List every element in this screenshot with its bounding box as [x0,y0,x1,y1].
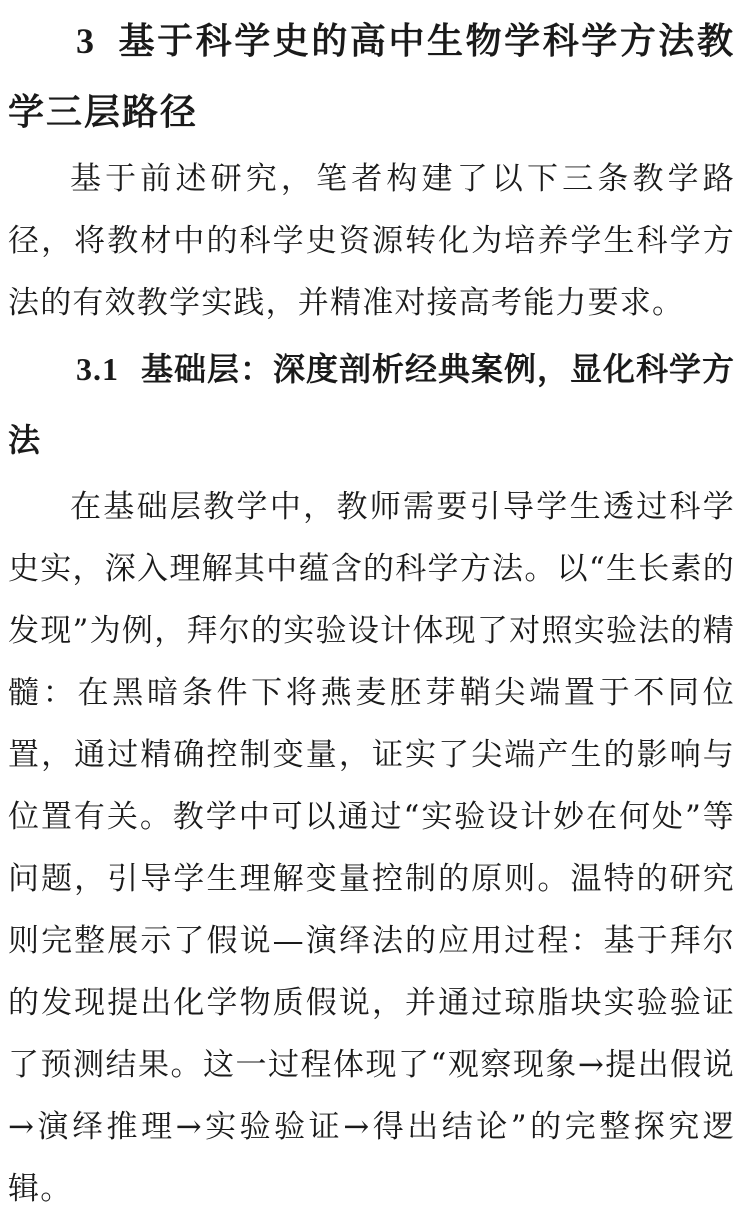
section-number: 3 [76,21,96,61]
section-title: 基于科学史的高中生物学科学方法教学三层路径 [8,21,735,133]
subsection-heading [8,334,735,476]
intro-paragraph: 基于前述研究，笔者构建了以下三条教学路径，将教材中的科学史资源转化为培养学生科学方法的有效教学实践，并精准对接高考能力要求。 [8,161,735,321]
subsection-number: 3.1 [76,351,119,387]
body-paragraph: 在基础层教学中，教师需要引导学生透过科学史实，深入理解其中蕴含的科学方法。以“生长素的发现”为例，拜尔的实验设计体现了对照实验法的精髓：在黑暗条件下将燕麦胚芽鞘尖端置于不同位置，通过精确控制变量，证实了尖端产生的影响与位置有关。教学中可以通过“实验设计妙在何处”等问题，引导学生理解变量控制的原则。温特的研究则完整展示了假说—演绎法的应用过程：基于拜尔的发现提出化学物质假说，并通过琼脂块实验验证了预测结果。这一过程体现了“观察现象→提出假说→演绎推理→实验验证→得出结论”的完整探究逻辑。 [8,489,735,1207]
subsection-title: 基础层：深度剖析经典案例，显化科学方法 [8,350,736,459]
section-heading [8,6,735,148]
